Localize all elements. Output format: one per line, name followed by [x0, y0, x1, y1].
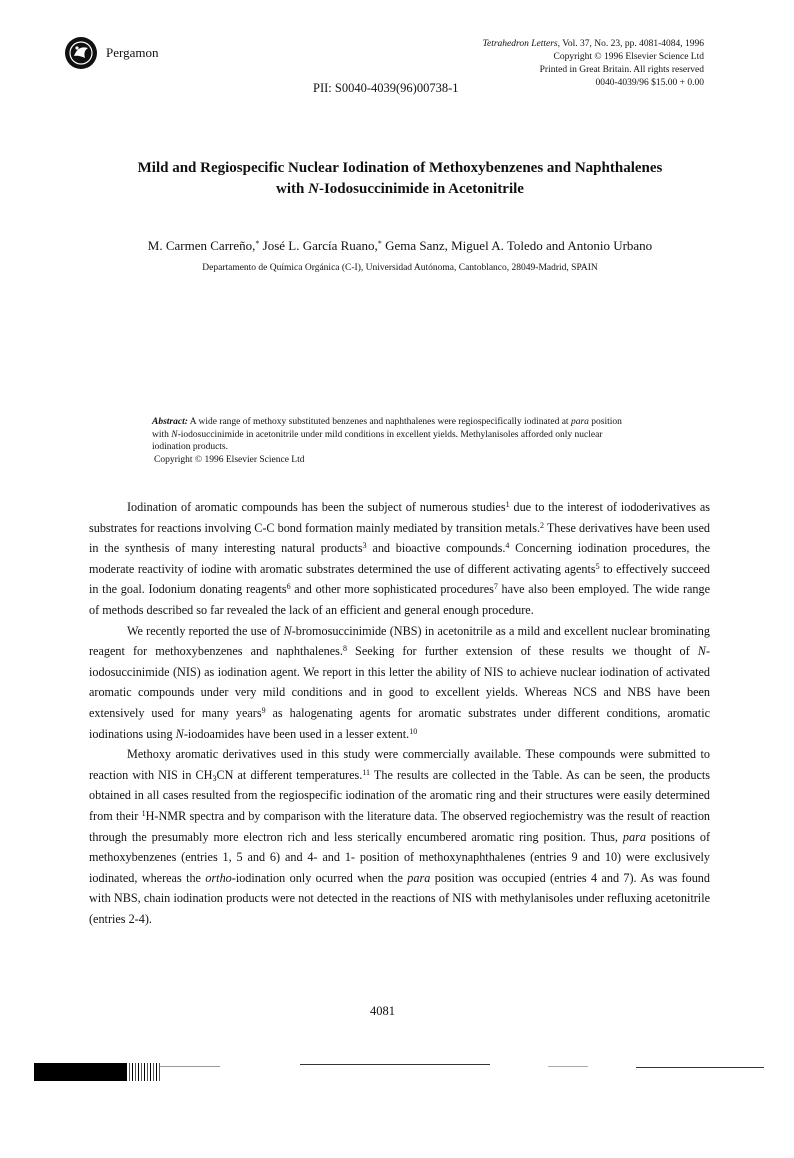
- affiliation: Departamento de Química Orgánica (C-I), Universidad Autónoma, Cantoblanco, 28049-Madrid, SPAIN: [202, 263, 598, 273]
- footer-rule: [548, 1066, 588, 1067]
- article-title: Mild and Regiospecific Nuclear Iodination of Methoxybenzenes and Naphthalenes with N-Iodosuccinimide in Acetonitrile: [137, 160, 663, 197]
- pergamon-logo-icon: [64, 36, 98, 70]
- paragraph-1: Iodination of aromatic compounds has been the subject of numerous studies$^1$ due to the interest of iododerivatives as substrates for reactions involving C-C bond formation mainly mediated by transition metals.$^2$ These derivatives have been used in the synthesis of many interesting natural products$^3$ and bioactive compounds.$^4$ Concerning iodination procedures, the moderate reactivity of iodine with aromatic substrates determined the use of different activating agents$^5$ to effectively succeed in the goal. Iodonium donating reagents$^6$ and other more sophisticated procedures$^7$ have also been employed. The wide range of methods described so far revealed the lack of an efficient and general enough procedure.: [89, 500, 711, 617]
- price-line: 0040-4039/96 $15.00 + 0.00: [595, 78, 704, 88]
- journal-name: Tetrahedron Letters: [482, 39, 558, 49]
- publisher-name: Pergamon: [106, 45, 159, 60]
- authors: M. Carmen Carreño,* José L. García Ruano,* Gema Sanz, Miguel A. Toledo and Antonio Urbano: [147, 238, 653, 253]
- copyright-line: Copyright © 1996 Elsevier Science Ltd: [553, 52, 704, 62]
- footer-rule: [636, 1067, 764, 1068]
- footer-barcode: [126, 1063, 160, 1081]
- abstract: Abstract: A wide range of methoxy substituted benzenes and naphthalenes were regiospecifically iodinated at para position with N-iodosuccinimide in acetonitrile under mild conditions in excellent yields. Methylanisoles afforded only nuclear iodination products. Copyright © 1996 Elsevier Science Ltd: [152, 416, 632, 466]
- footer-scan-bar: [34, 1063, 130, 1081]
- journal-citation: Tetrahedron Letters, Vol. 37, No. 23, pp. 4081-4084, 1996: [482, 39, 704, 49]
- footer-rule: [160, 1066, 220, 1067]
- footer-rule: [300, 1064, 490, 1065]
- abstract-label: Abstract:: [152, 417, 188, 427]
- paragraph-2: We recently reported the use of N-bromosuccinimide (NBS) in acetonitrile as a mild and excellent nuclear brominating reagent for methoxybenzenes and naphthalenes.$^8$ Seeking for further extension of these results we thought of N-iodosuccinimide (NIS) as iodination agent. We report in this letter the ability of NIS to achieve nuclear iodination of activated aromatic compounds under very mild conditions and in good to excellent yields. Whereas NCS and NBS have been extensively used for many years$^9$ as halogenating agents for aromatic substrates under different conditions, aromatic iodinations using N-iodoamides have been used in a lesser extent.$^{10}$: [89, 623, 710, 741]
- article-body: [89, 497, 710, 929]
- page-number: 4081: [370, 1004, 395, 1018]
- abstract-copyright: Copyright © 1996 Elsevier Science Ltd: [154, 454, 305, 465]
- printed-line: Printed in Great Britain. All rights reserved: [539, 65, 704, 75]
- journal-info: [483, 38, 704, 90]
- pii: PII: S0040-4039(96)00738-1: [313, 81, 459, 95]
- publisher-block: [64, 36, 158, 70]
- paragraph-3: Methoxy aromatic derivatives used in this study were commercially available. These compounds were submitted to reaction with NIS in $CH_3CN$ at different temperatures.$^{11}$ The results are collected in the Table. As can be seen, the products obtained in all cases resulted from the regiospecific iodination of the aromatic ring and their structures were easily determined from their $^1$H-NMR spectra and by comparison with the literature data. The observed regiochemistry was the result of reaction through the presumably more electron rich and less sterically encumbered aromatic ring position. Thus, para positions of methoxybenzenes (entries 1, 5 and 6) and 4- and 1- position of methoxynaphthalenes (entries 9 and 10) were exclusively iodinated, whereas the ortho-iodination only ocurred when the para position was occupied (entries 4 and 7). As was found with NBS, chain iodination products were not detected in the reactions of NIS with methylanisoles under refluxing acetonitrile (entries 2-4).: [89, 747, 711, 926]
